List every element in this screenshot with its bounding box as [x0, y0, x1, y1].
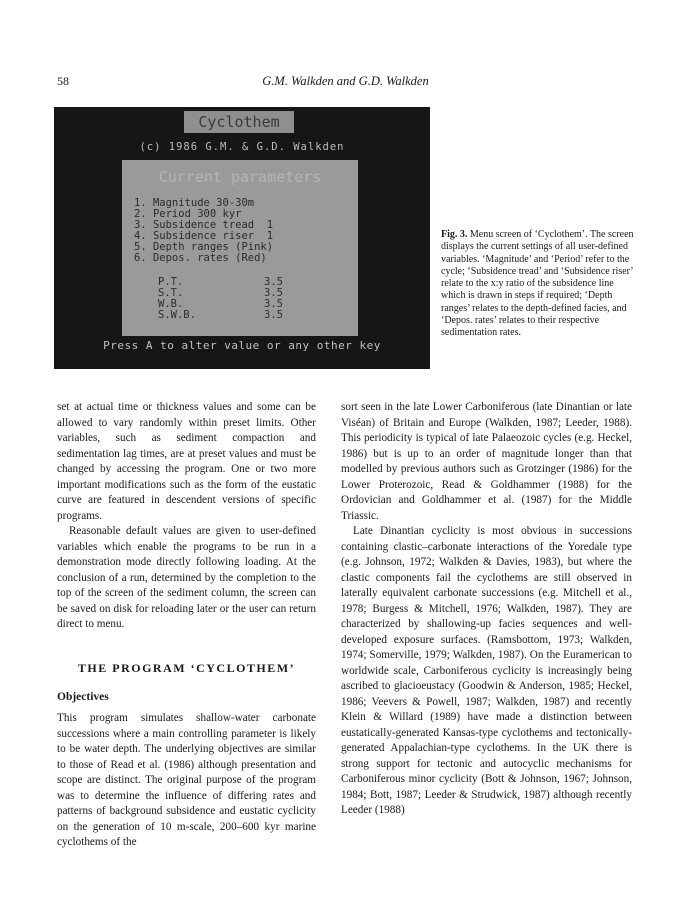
rate-value: 3.5 [264, 309, 283, 321]
rate-label: S.T. [158, 287, 184, 299]
rate-label: W.B. [158, 298, 184, 310]
rate-label: P.T. [158, 276, 184, 288]
rates-table [158, 277, 283, 321]
rate-label: S.W.B. [158, 309, 196, 321]
figure-screen-photo [54, 107, 430, 369]
rate-value: 3.5 [264, 298, 283, 310]
parameter-item: 2. Period 300 kyr [134, 208, 242, 220]
rate-value: 3.5 [264, 287, 283, 299]
left-column-bottom [57, 711, 316, 851]
screen-copyright: (c) 1986 G.M. & G.D. Walkden [139, 141, 345, 153]
parameter-item: 6. Depos. rates (Red) [134, 252, 267, 264]
figure-caption [441, 229, 637, 340]
left-column-top [57, 400, 316, 633]
paragraph: Reasonable default values are given to user-defined variables which enable the programs to be run in a demonstration mode directly following loading. At the conclusion of a run, determined by the completion to the top of the screen of the sediment column, the screen can be saved on disk for reloading later or the user can return direct to menu. [57, 525, 316, 630]
paragraph: Late Dinantian cyclicity is most obvious in successions containing clastic–carbonate interactions of the Yoredale type (e.g. Johnson, 1972; Walkden & Davies, 1983), but where the clastic components fail the cyclothems are still observed in laterally equivalent carbonate successions (e.g. Mitchell et al., 1978; Burgess & Mitchell, 1976; Walkden, 1987). They are characterized by shallowing-up facies sequences and well-developed exposure surfaces. (Ramsbottom, 1973; Walkden, 1974; Somerville, 1979; Walkden, 1987). On the Euramerican to worldwide scale, Carboniferous cyclicity is increasingly being ascribed to glacioeustacy (Goodwin & Anderson, 1985; Heckel, 1986; Veevers & Powell, 1987; Walkden, 1987) and recently Klein & Willard (1989) have made a distinction between eustatically-generated Kansas-type cyclothems and tectonically-generated Appalachian-type cyclothems. In the UK there is strong support for tectonic and autocyclic mechanisms for Carboniferous minor cyclicity (Bott & Johnson, 1967; Johnson, 1984; Bott, 1987; Leeder & Strudwick, 1987) although recently Leeder (1988) [341, 525, 632, 816]
panel-title: Current parameters [158, 168, 322, 186]
screen-title: Cyclothem [184, 111, 294, 133]
paragraph: sort seen in the late Lower Carboniferous (late Dinantian or late Viséan) of Britain and Europe (Walkden, 1987; Leeder, 1988). This periodicity is typical of late Palaeozoic cycles (e.g. Heckel, 1986) but is up to an order of magnitude longer than that modelled by previous authors such as Grotzinger (1986) for the Lower Proterozoic, Read & Goldhammer (1988) for the Ordovician and Goldhammer et al. (1987) for the Middle Triassic. [341, 401, 632, 522]
caption-label: Fig. 3. [441, 229, 468, 240]
parameters-panel [122, 160, 358, 336]
page-number: 58 [57, 74, 69, 88]
parameter-item: 4. Subsidence riser 1 [134, 230, 274, 242]
section-heading: THE PROGRAM ‘CYCLOTHEM’ [77, 661, 296, 675]
parameter-list [134, 198, 273, 264]
running-head: G.M. Walkden and G.D. Walkden [262, 74, 429, 88]
subheading: Objectives [57, 691, 109, 703]
paragraph: set at actual time or thickness values and some can be allowed to vary randomly within preset limits. Other variables, such as sediment compaction and sedimentation lag times, are at preset values and must be changed by accessing the program. One or two more important modifications such as the form of the eustatic curve are featured in descendent versions of specific programs. [57, 401, 316, 522]
screen-prompt: Press A to alter value or any other key [103, 339, 381, 352]
rate-row [158, 310, 283, 321]
paragraph: This program simulates shallow-water carbonate successions where a main controlling parameter is likely to be water depth. The underlying objectives are similar to those of Read et al. (1986) although presentation and scope are distinct. The original purpose of the program was to determine the influence of differing rates and patterns of background subsidence and eustatic cyclicity on the generation of 10 m-scale, 200–600 kyr marine cyclothems of the [57, 712, 316, 848]
caption-text: Menu screen of ‘Cyclothem’. The screen displays the current settings of all user-defined variables. ‘Magnitude’ and ‘Period’ refer to the cycle; ‘Subsidence tread’ and ‘Subsidence riser’ relate to the x:y ratio of the subsidence line which is drawn in steps if required; ‘Depth ranges’ relates to the depth-defined facies, and ‘Depos. rates’ relates to their respective sedimentation rates. [441, 229, 634, 339]
rate-value: 3.5 [264, 276, 283, 288]
parameter-item: 1. Magnitude 30-30m [134, 197, 255, 209]
parameter-item: 5. Depth ranges (Pink) [134, 241, 274, 253]
parameter-item: 3. Subsidence tread 1 [134, 219, 274, 231]
right-column [341, 400, 632, 819]
